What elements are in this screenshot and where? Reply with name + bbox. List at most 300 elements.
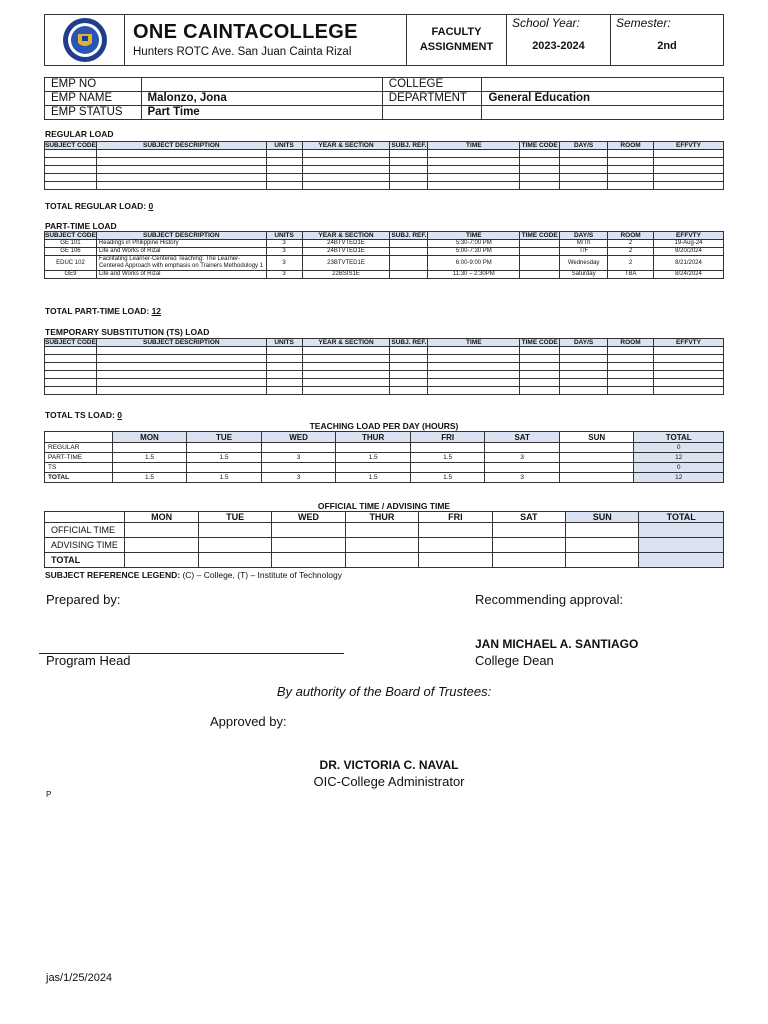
table-row: [45, 453, 724, 463]
table-cell: [428, 182, 520, 190]
table-cell: [96, 347, 266, 355]
table-cell: [45, 363, 97, 371]
table-cell: [345, 553, 418, 568]
regular-load-total: [45, 201, 153, 211]
regular-load-table: [44, 141, 724, 190]
form-title: [407, 15, 507, 65]
table-cell: [198, 523, 271, 538]
column-header: ROOM: [608, 232, 654, 240]
table-cell: [639, 523, 724, 538]
table-cell: [266, 371, 302, 379]
table-cell: [45, 387, 97, 395]
table-cell: [125, 523, 198, 538]
table-cell: [654, 379, 724, 387]
table-cell: [520, 150, 560, 158]
table-row: [45, 240, 724, 248]
emp-no-value: [141, 78, 382, 92]
table-cell: [485, 443, 560, 453]
table-cell: [112, 463, 187, 473]
table-cell: [125, 538, 198, 553]
day-header: SUN: [566, 512, 639, 523]
table-cell: [390, 271, 428, 279]
day-header: TOTAL: [639, 512, 724, 523]
table-cell: [272, 538, 345, 553]
table-row: [45, 553, 724, 568]
column-header: TIME: [428, 142, 520, 150]
table-cell: [520, 248, 560, 256]
column-header: SUBJ. REF.: [391, 142, 427, 149]
table-cell: [654, 174, 724, 182]
table-cell: 3: [266, 240, 302, 248]
table-cell: [45, 174, 97, 182]
table-cell: 12: [634, 453, 724, 463]
table-cell: [390, 240, 428, 248]
table-cell: 0: [634, 463, 724, 473]
table-cell: [302, 158, 390, 166]
column-header: SUBJECT CODE: [45, 339, 96, 346]
form-header: [44, 14, 724, 66]
table-cell: [302, 166, 390, 174]
table-cell: [428, 387, 520, 395]
column-header: SUBJ. REF.: [391, 339, 427, 346]
row-label: TS: [45, 463, 113, 473]
recommending-approval-label: Recommending approval:: [475, 592, 624, 607]
day-header: MON: [112, 432, 187, 443]
table-cell: [560, 182, 608, 190]
table-row: [45, 379, 724, 387]
table-cell: [608, 363, 654, 371]
table-cell: [654, 371, 724, 379]
table-cell: [336, 463, 411, 473]
pt-total-label: TOTAL PART-TIME LOAD:: [45, 306, 150, 316]
column-header: SUBJECT CODE: [45, 142, 96, 149]
legend-label: SUBJECT REFERENCE LEGEND:: [45, 570, 181, 580]
table-cell: [428, 174, 520, 182]
table-cell: [520, 256, 560, 271]
table-cell: [302, 347, 390, 355]
regular-total-value: 0: [148, 201, 154, 211]
table-cell: [112, 443, 187, 453]
table-cell: [45, 166, 97, 174]
table-cell: [302, 182, 390, 190]
college-seal-logo: [62, 17, 108, 63]
table-cell: Facilitating Learner-Centered Teaching: The Learner-Centered Approach with emphasis on Trainers Methodology 1: [96, 256, 266, 271]
table-cell: [302, 150, 390, 158]
column-header: SUBJECT CODE: [45, 232, 96, 239]
table-cell: Readings in Philippine History: [96, 240, 266, 248]
table-row: [45, 443, 724, 453]
day-header: TUE: [187, 432, 262, 443]
semester-value: 2nd: [657, 40, 677, 52]
form-title-line2: ASSIGNMENT: [419, 41, 494, 53]
table-cell: [428, 166, 520, 174]
table-cell: 24BTVTED1E: [302, 240, 390, 248]
row-label: REGULAR: [45, 443, 113, 453]
table-cell: [520, 158, 560, 166]
column-header: TIME: [428, 232, 520, 240]
school-year-value: 2023-2024: [532, 40, 585, 52]
column-header: UNITS: [266, 142, 302, 150]
table-cell: 1.5: [410, 473, 485, 483]
table-cell: [96, 182, 266, 190]
part-time-load-table: [44, 231, 724, 279]
table-cell: [654, 355, 724, 363]
legend-text: (C) – College, (T) – Institute of Technology: [182, 570, 342, 580]
table-cell: 1.5: [187, 453, 262, 463]
table-cell: [45, 347, 97, 355]
table-row: [45, 371, 724, 379]
table-cell: GE 106: [45, 248, 97, 256]
table-cell: 2: [608, 256, 654, 271]
page-mark: P: [46, 790, 52, 799]
employee-info-table: [44, 77, 724, 120]
table-cell: [272, 523, 345, 538]
table-cell: 22BSIS1E: [302, 271, 390, 279]
column-header: TIME CODE: [521, 339, 558, 346]
table-cell: [96, 363, 266, 371]
empty-label: [382, 106, 482, 120]
table-cell: [266, 150, 302, 158]
table-cell: [520, 347, 560, 355]
table-cell: [266, 166, 302, 174]
school-year-cell: [507, 15, 611, 65]
table-cell: [560, 174, 608, 182]
table-cell: 5:30-7:00 PM: [428, 240, 520, 248]
table-cell: M/Th: [560, 240, 608, 248]
table-cell: [428, 363, 520, 371]
emp-status-label: EMP STATUS: [45, 106, 142, 120]
table-cell: [198, 538, 271, 553]
table-cell: [608, 158, 654, 166]
semester-cell: [611, 15, 723, 65]
table-cell: [654, 166, 724, 174]
table-cell: 1.5: [112, 453, 187, 463]
table-cell: [520, 182, 560, 190]
table-cell: [608, 166, 654, 174]
table-row: [45, 271, 724, 279]
table-cell: Life and Works of Rizal: [96, 248, 266, 256]
row-label: OFFICIAL TIME: [45, 523, 125, 538]
table-cell: [345, 523, 418, 538]
column-header: SUBJECT DESCRIPTION: [96, 232, 266, 240]
table-cell: [560, 158, 608, 166]
column-header: UNITS: [266, 339, 302, 347]
table-cell: [45, 371, 97, 379]
table-row: [45, 158, 724, 166]
table-cell: 1.5: [336, 473, 411, 483]
table-cell: [345, 538, 418, 553]
semester-label: Semester:: [616, 16, 671, 30]
table-cell: [266, 174, 302, 182]
table-cell: 3: [266, 256, 302, 271]
pt-total-value: 12: [151, 306, 162, 316]
table-cell: [492, 523, 565, 538]
table-cell: [390, 174, 428, 182]
table-cell: [520, 166, 560, 174]
table-cell: [390, 248, 428, 256]
table-cell: [266, 158, 302, 166]
dean-name: JAN MICHAEL A. SANTIAGO: [475, 637, 639, 651]
table-cell: [198, 553, 271, 568]
emp-name-label: EMP NAME: [45, 92, 142, 106]
table-row: [45, 387, 724, 395]
day-header: FRI: [410, 432, 485, 443]
column-header: YEAR & SECTION: [302, 232, 390, 240]
table-cell: [560, 371, 608, 379]
teaching-per-day-table: [44, 431, 724, 483]
column-header: YEAR & SECTION: [302, 339, 390, 347]
column-header: SUBJECT DESCRIPTION: [96, 339, 266, 347]
table-cell: [390, 158, 428, 166]
prepared-by-label: Prepared by:: [46, 592, 121, 607]
table-cell: [520, 379, 560, 387]
table-cell: [608, 347, 654, 355]
table-cell: [261, 443, 336, 453]
ts-total-value: 0: [117, 410, 122, 420]
table-cell: [45, 182, 97, 190]
table-cell: [428, 150, 520, 158]
table-cell: [492, 553, 565, 568]
table-cell: [520, 355, 560, 363]
column-header: DAY/S: [560, 142, 608, 150]
department-label: DEPARTMENT: [382, 92, 482, 106]
table-cell: 1.5: [336, 453, 411, 463]
regular-total-label: TOTAL REGULAR LOAD:: [45, 201, 147, 211]
table-cell: [428, 347, 520, 355]
table-cell: [608, 379, 654, 387]
table-cell: 12: [634, 473, 724, 483]
day-header: MON: [125, 512, 198, 523]
row-label-header: [45, 512, 125, 523]
table-cell: [96, 379, 266, 387]
table-cell: [302, 379, 390, 387]
table-cell: 8/24/2024: [654, 271, 724, 279]
table-cell: [608, 371, 654, 379]
day-header: THUR: [336, 432, 411, 443]
table-cell: [96, 174, 266, 182]
table-cell: [654, 387, 724, 395]
row-label-header: [45, 432, 113, 443]
column-header: DAY/S: [560, 232, 608, 240]
table-cell: 3: [485, 453, 560, 463]
table-row: [45, 182, 724, 190]
table-cell: [187, 443, 262, 453]
row-label: TOTAL: [45, 553, 125, 568]
official-time-table: [44, 511, 724, 568]
emp-name-value: Malonzo, Jona: [141, 92, 382, 106]
table-row: [45, 355, 724, 363]
part-time-load-title: PART-TIME LOAD: [45, 221, 117, 231]
part-time-load-total: [45, 306, 161, 316]
table-cell: [428, 158, 520, 166]
table-cell: [608, 150, 654, 158]
column-header: TIME CODE: [521, 232, 558, 239]
table-cell: [390, 150, 428, 158]
table-cell: [639, 538, 724, 553]
ts-load-total: [45, 410, 122, 420]
table-cell: 3: [261, 453, 336, 463]
administrator-title: OIC-College Administrator: [313, 774, 465, 789]
day-header: FRI: [419, 512, 492, 523]
table-cell: [266, 379, 302, 387]
table-cell: 1.5: [112, 473, 187, 483]
table-cell: [45, 158, 97, 166]
table-cell: [266, 182, 302, 190]
column-header: ROOM: [608, 339, 654, 347]
department-value: General Education: [482, 92, 724, 106]
program-head-title: Program Head: [46, 653, 131, 668]
teaching-per-day-title: TEACHING LOAD PER DAY (HOURS): [309, 421, 459, 431]
table-cell: [654, 182, 724, 190]
ts-load-title: TEMPORARY SUBSTITUTION (TS) LOAD: [45, 327, 210, 337]
table-cell: [654, 347, 724, 355]
table-cell: [390, 355, 428, 363]
table-cell: [419, 523, 492, 538]
table-cell: [559, 453, 634, 463]
regular-load-title: REGULAR LOAD: [45, 129, 114, 139]
day-header: TOTAL: [634, 432, 724, 443]
day-header: TUE: [198, 512, 271, 523]
table-cell: [654, 150, 724, 158]
table-cell: 1.5: [187, 473, 262, 483]
table-cell: [96, 355, 266, 363]
college-value: [482, 78, 724, 92]
column-header: SUBJECT DESCRIPTION: [96, 142, 266, 150]
administrator-name: DR. VICTORIA C. NAVAL: [319, 758, 459, 772]
table-cell: [261, 463, 336, 473]
table-cell: 2: [608, 248, 654, 256]
table-cell: Wednesday: [560, 256, 608, 271]
table-cell: [428, 371, 520, 379]
ts-load-table: [44, 338, 724, 395]
table-cell: [187, 463, 262, 473]
school-address: Hunters ROTC Ave. San Juan Cainta Rizal: [133, 46, 352, 58]
table-cell: [566, 523, 639, 538]
row-label: PART-TIME: [45, 453, 113, 463]
table-cell: TBA: [608, 271, 654, 279]
table-cell: [45, 355, 97, 363]
table-cell: Saturday: [560, 271, 608, 279]
form-title-line1: FACULTY: [431, 26, 482, 38]
empty-value: [482, 106, 724, 120]
table-cell: [266, 355, 302, 363]
table-cell: [390, 387, 428, 395]
table-row: [45, 150, 724, 158]
table-cell: [45, 379, 97, 387]
table-cell: [272, 553, 345, 568]
table-cell: [390, 371, 428, 379]
table-cell: [520, 271, 560, 279]
table-cell: [560, 347, 608, 355]
table-cell: 24BTVTED1E: [302, 248, 390, 256]
table-cell: [266, 347, 302, 355]
table-cell: [96, 158, 266, 166]
official-time-title: OFFICIAL TIME / ADVISING TIME: [317, 501, 451, 511]
table-cell: [654, 363, 724, 371]
table-cell: 2: [608, 240, 654, 248]
table-cell: [302, 174, 390, 182]
table-cell: 1.5: [410, 453, 485, 463]
table-cell: 11:30 – 2:30PM: [428, 271, 520, 279]
footer-code: jas/1/25/2024: [46, 972, 113, 984]
table-row: [45, 248, 724, 256]
table-cell: 8/21/2024: [654, 256, 724, 271]
school-year-label: School Year:: [512, 16, 580, 30]
dean-title: College Dean: [475, 653, 554, 668]
table-cell: [520, 363, 560, 371]
table-cell: [96, 166, 266, 174]
table-cell: [410, 443, 485, 453]
column-header: UNITS: [266, 232, 302, 240]
table-cell: [390, 363, 428, 371]
table-cell: [390, 347, 428, 355]
table-cell: [559, 463, 634, 473]
table-cell: 3: [266, 271, 302, 279]
table-cell: [520, 174, 560, 182]
column-header: EFFVTY: [654, 142, 724, 150]
table-cell: [302, 387, 390, 395]
table-cell: [428, 379, 520, 387]
day-header: WED: [272, 512, 345, 523]
ts-total-label: TOTAL TS LOAD:: [45, 410, 115, 420]
table-row: [45, 473, 724, 483]
day-header: SUN: [559, 432, 634, 443]
table-cell: [560, 166, 608, 174]
table-cell: 3: [261, 473, 336, 483]
table-cell: [559, 443, 634, 453]
approved-by-label: Approved by:: [210, 714, 287, 729]
table-cell: [125, 553, 198, 568]
column-header: TIME CODE: [521, 142, 558, 149]
table-cell: [520, 387, 560, 395]
table-cell: [302, 363, 390, 371]
table-cell: 23BTVTED1E: [302, 256, 390, 271]
table-row: [45, 523, 724, 538]
table-cell: [96, 371, 266, 379]
table-cell: [560, 387, 608, 395]
table-cell: [560, 379, 608, 387]
table-cell: [608, 387, 654, 395]
column-header: ROOM: [608, 142, 654, 150]
table-cell: 0: [634, 443, 724, 453]
emp-no-label: EMP NO: [45, 78, 142, 92]
table-cell: [520, 371, 560, 379]
table-cell: [410, 463, 485, 473]
table-row: [45, 166, 724, 174]
table-cell: [520, 240, 560, 248]
table-cell: [266, 387, 302, 395]
day-header: THUR: [345, 512, 418, 523]
table-row: [45, 174, 724, 182]
table-cell: Life and Works of Rizal: [96, 271, 266, 279]
logo-cell: [45, 15, 125, 65]
table-cell: [428, 355, 520, 363]
table-cell: [492, 538, 565, 553]
table-cell: [390, 166, 428, 174]
table-cell: [96, 387, 266, 395]
table-row: [45, 538, 724, 553]
table-cell: [566, 553, 639, 568]
table-cell: [419, 538, 492, 553]
table-cell: 6:00-9:00 PM: [428, 256, 520, 271]
table-cell: [608, 174, 654, 182]
table-cell: 19-Aug-24: [654, 240, 724, 248]
table-cell: [560, 355, 608, 363]
column-header: EFFVTY: [654, 339, 724, 347]
table-cell: [390, 182, 428, 190]
table-cell: [566, 538, 639, 553]
table-cell: [419, 553, 492, 568]
